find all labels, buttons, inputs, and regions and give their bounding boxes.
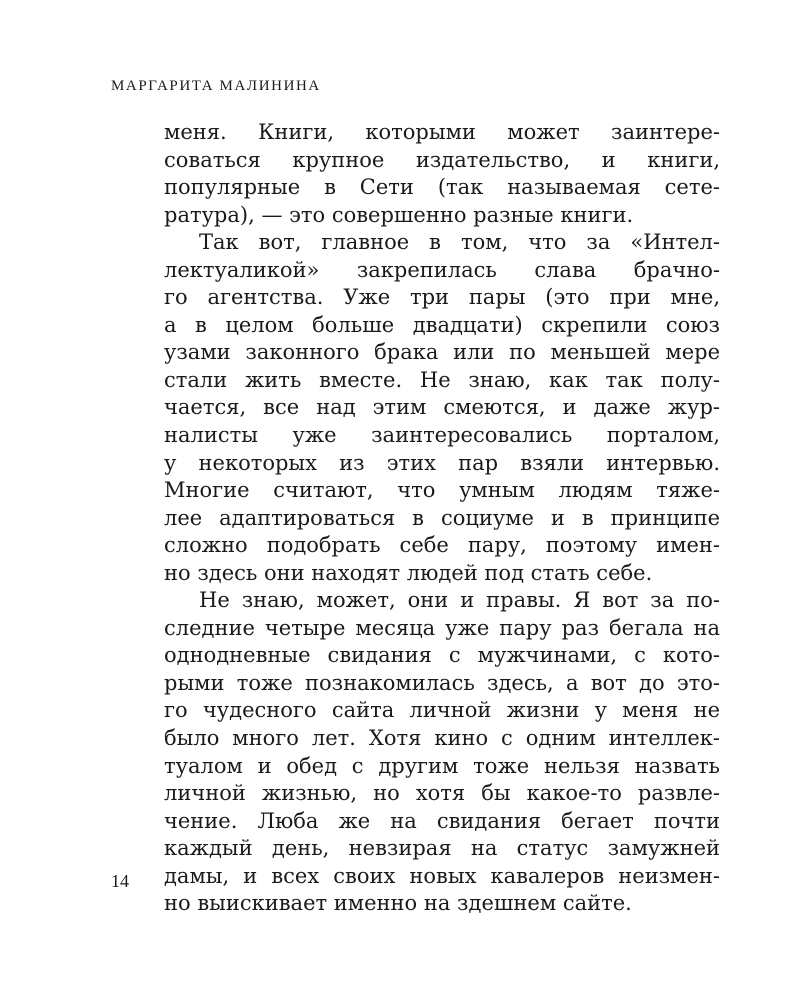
text-line: личной жизнью, но хотя бы какое-то развле-: [164, 781, 720, 806]
paragraph-first-line: Так вот, главное в том, что за «Интел-: [199, 230, 720, 255]
text-line: следние четыре месяца уже пару раз бегала на: [164, 615, 720, 640]
body-text: [164, 119, 720, 918]
text-line: каждый день, невзирая на статус замужней: [164, 836, 720, 861]
paragraph-first-line: Не знаю, может, они и правы. Я вот за по-: [199, 588, 720, 613]
text-line: однодневные свидания с мужчинами, с кото-: [164, 643, 720, 668]
text-line: го чудесного сайта личной жизни у меня не: [164, 698, 720, 723]
text-line: рыми тоже познакомилась здесь, а вот до это-: [164, 670, 720, 695]
paragraph-end-line: ратура), — это совершенно разные книги.: [164, 202, 634, 227]
text-line: чается, все над этим смеются, и даже жур-: [164, 395, 720, 420]
page-number: 14: [111, 871, 129, 891]
text-line: а в целом больше двадцати) скрепили союз: [164, 312, 720, 337]
running-head: МАРГАРИТА МАЛИНИНА: [111, 78, 321, 94]
text-line: налисты уже заинтересовались порталом,: [164, 423, 720, 448]
text-line: дамы, и всех своих новых кавалеров неизмен-: [164, 863, 720, 888]
text-line: го агентства. Уже три пары (это при мне,: [164, 285, 720, 310]
text-line: соваться крупное издательство, и книги,: [164, 147, 720, 172]
text-line: лее адаптироваться в социуме и в принципе: [164, 505, 720, 530]
text-line: Многие считают, что умным людям тяже-: [164, 478, 720, 503]
text-line: сложно подобрать себе пару, поэтому имен-: [164, 533, 720, 558]
text-line: популярные в Сети (так называемая сете-: [164, 175, 720, 200]
text-line: лектуаликой» закрепилась слава брачно-: [164, 257, 720, 282]
text-line: было много лет. Хотя кино с одним интеллек-: [164, 726, 720, 751]
text-line: узами законного брака или по меньшей мере: [164, 340, 720, 365]
text-line: стали жить вместе. Не знаю, как так полу-: [164, 367, 720, 392]
text-line: туалом и обед с другим тоже нельзя назвать: [164, 753, 720, 778]
text-line: чение. Люба же на свидания бегает почти: [164, 808, 720, 833]
paragraph-end-line: но выискивает именно на здешнем сайте.: [164, 891, 632, 916]
text-line: меня. Книги, которыми может заинтере-: [164, 120, 720, 144]
text-line: у некоторых из этих пар взяли интервью.: [164, 450, 720, 475]
paragraph-end-line: но здесь они находят людей под стать себе.: [164, 560, 653, 585]
